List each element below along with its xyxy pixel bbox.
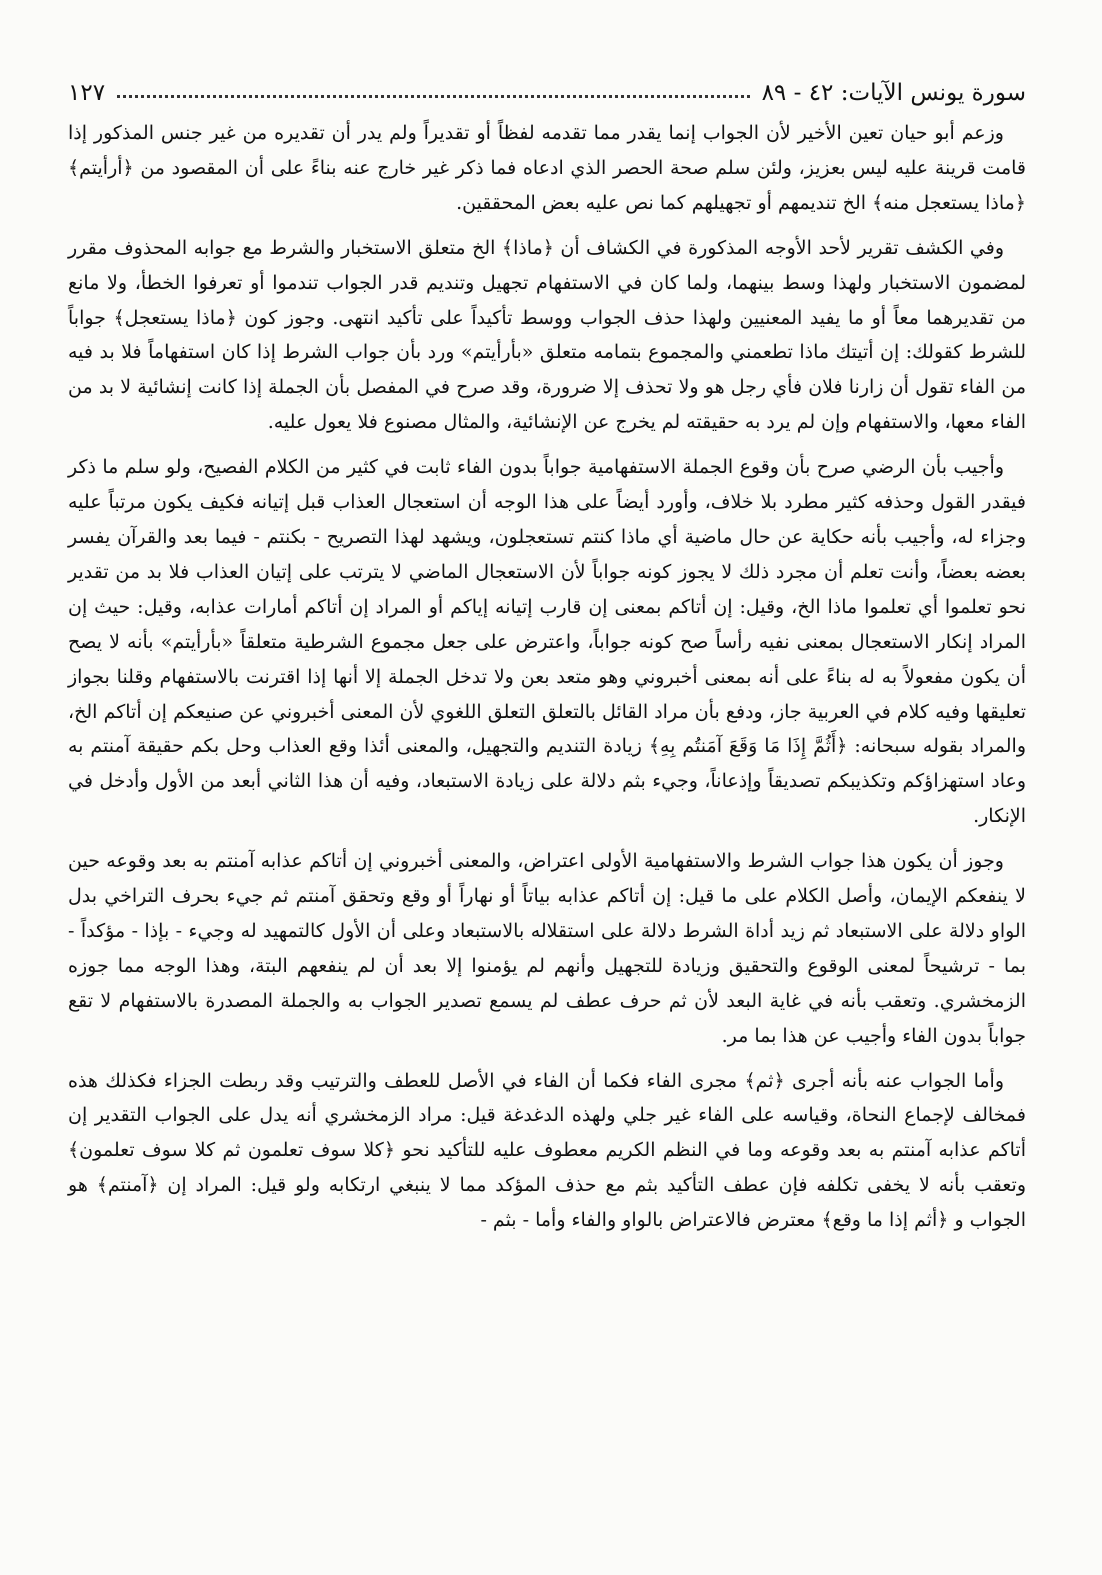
paragraph [68,116,1026,221]
surah-title: سورة يونس الآيات: ٤٢ - ٨٩ [761,80,1026,106]
paragraph-text: وأما الجواب عنه بأنه أجرى ﴿ثم﴾ مجرى الفاء فكما أن الفاء في الأصل للعطف والترتيب وقد ربطت الجزاء فكذلك هذه فمخالف لإجماع النحاة، وقياسه على الفاء غير جلي ولهذه الدغدغة قيل: مراد الزمخشري أنه يدل على الجواب التقدير إن أتاكم عذابه آمنتم به بعد وقوعه وما في النظم الكريم معطوف عليه للتأكيد نحو ﴿كلا سوف تعلمون ثم كلا سوف تعلمون﴾ وتعقب بأنه لا يخفى تكلفه فإن عطف التأكيد بثم مع حذف المؤكد مما لا ينبغي ارتكابه ولو قيل: المراد إن ﴿آمنتم﴾ هو الجواب و ﴿أثم إذا ما وقع﴾ معترض فالاعتراض بالواو والفاء وأما - بثم - [68,1069,1026,1232]
paragraph [68,231,1026,440]
page-number: ١٢٧ [68,80,106,106]
paragraph [68,1064,1026,1239]
paragraph-text: وجوز أن يكون هذا جواب الشرط والاستفهامية الأولى اعتراض، والمعنى أخبروني إن أتاكم عذابه آمنتم به بعد وقوعه حين لا ينفعكم الإيمان، وأصل الكلام على ما قيل: إن أتاكم عذابه بياتاً أو نهاراً أو وقع وتحقق آمنتم ثم جيء بحرف التراخي بدل الواو دلالة على الاستبعاد ثم زيد أداة الشرط دلالة على استقلاله بالاستبعاد وعلى أن الأول كالتمهيد له وجيء - بإذا - مؤكداً - بما - ترشيحاً لمعنى الوقوع والتحقيق وزيادة للتجهيل وأنهم لم يؤمنوا إلا بعد أن لم ينفعهم البتة، وهذا الوجه مما جوزه الزمخشري. وتعقب بأنه في غاية البعد لأن ثم حرف عطف لم يسمع تصدير الجواب به والجملة المصدرة بالاستفهام لا تقع جواباً بدون الفاء وأجيب عن هذا بما مر. [68,850,1026,1047]
dotted-leader [117,94,750,98]
paragraph-text: وفي الكشف تقرير لأحد الأوجه المذكورة في الكشاف أن ﴿ماذا﴾ الخ متعلق الاستخبار والشرط مع جوابه المحذوف مقرر لمضمون الاستخبار ولهذا وسط بينهما، ولما كان في الاستفهام تجهيل وتنديم قدر الجواب تندموا أو تعرفوا الخطأ، ولا مانع من تقديرهما معاً أو ما يفيد المعنيين ولهذا حذف الجواب ووسط تأكيداً على تأكيد انتهى. وجوز كون ﴿ماذا يستعجل﴾ جواباً للشرط كقولك: إن أتيتك ماذا تطعمني والمجموع بتمامه متعلق «بأرأيتم» ورد بأن جواب الشرط إذا كان استفهاماً فلا بد فيه من الفاء تقول أن زارنا فلان فأي رجل هو ولا تحذف إلا ضرورة، وقد صرح في المفصل بأن الجملة إذا كانت إنشائية لا بد من الفاء معها، والاستفهام وإن لم يرد به حقيقته لم يخرج عن الإنشائية، والمثال مصنوع فلا يعول عليه. [68,236,1026,434]
book-page [68,70,1026,1550]
paragraph-text: وأجيب بأن الرضي صرح بأن وقوع الجملة الاستفهامية جواباً بدون الفاء ثابت في كثير من الكلام الفصيح، ولو سلم ما ذكر فيقدر القول وحذفه كثير مطرد بلا خلاف، وأورد أيضاً على هذا الوجه أن استعجال العذاب قبل إتيانه فكيف يكون مرتباً عليه وجزاء له، وأجيب بأنه حكاية عن حال ماضية أي ماذا كنتم تستعجلون، ويشهد لهذا التصريح - بكنتم - فيما بعد والقرآن يفسر بعضه بعضاً، وأنت تعلم أن مجرد ذلك لا يجوز كونه جواباً لأن الاستعجال الماضي لا يترتب على إتيان العذاب فلا بد من تقدير نحو تعلموا أي تعلموا ماذا الخ، وقيل: إن أتاكم بمعنى إن قارب إتيانه إياكم أو المراد إن أتاكم أمارات عذابه، وقيل: حيث إن المراد إنكار الاستعجال بمعنى نفيه رأساً صح كونه جواباً، واعترض على جعل مجموع الشرطية متعلقاً «بأرأيتم» بأنه لا يصح أن يكون مفعولاً به له بناءً على أنه بمعنى أخبروني وهو متعد بعن ولا تدخل الجملة إلا أنها إذا اقترنت بالاستفهام وقلنا بجواز تعليقها وفيه كلام في العربية جاز، ودفع بأن مراد القائل بالتعلق التعلق اللغوي لأن المعنى أخبروني عن صنيعكم إن أتاكم الخ، والمراد بقوله سبحانه: ﴿أَثُمَّ إِذَا مَا وَقَعَ آمَنتُم بِهِ﴾ زيادة التنديم والتجهيل، والمعنى أئذا وقع العذاب وحل بكم حقيقة آمنتم به وعاد استهزاؤكم وتكذيبكم تصديقاً وإذعاناً، وجيء بثم دلالة على زيادة الاستبعاد، وفيه أن هذا الثاني أبعد من الأول وأدخل في الإنكار. [68,456,1026,828]
paragraph [68,844,1026,1053]
paragraph-text: وزعم أبو حيان تعين الأخير لأن الجواب إنما يقدر مما تقدمه لفظاً أو تقديراً ولم يدر أن تقديره من غير جنس المذكور إذا قامت قرينة عليه ليس بعزيز، ولئن سلم صحة الحصر الذي ادعاه فما ذكر غير خارج عنه بناءً على أن المقصود من ﴿أرأيتم﴾ ﴿ماذا يستعجل منه﴾ الخ تنديمهم أو تجهيلهم كما نص عليه بعض المحققين. [68,122,1026,214]
paragraph [68,450,1026,834]
running-header [68,70,1026,106]
